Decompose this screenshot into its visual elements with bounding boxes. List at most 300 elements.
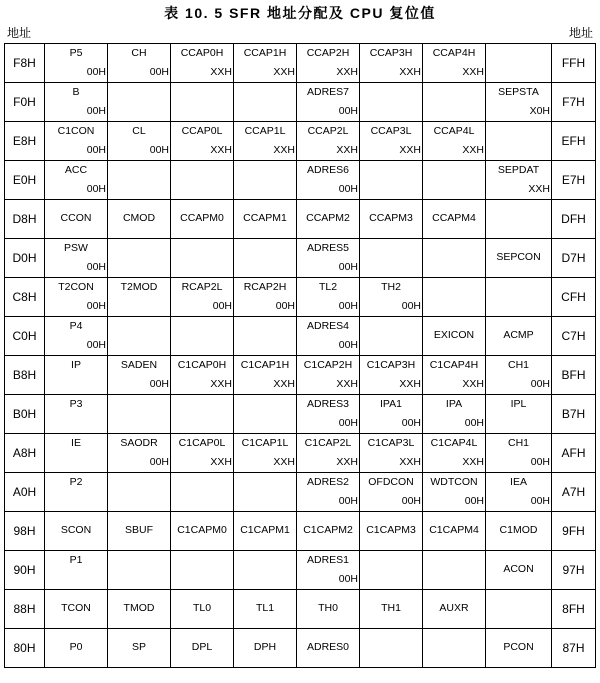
register-cell bbox=[360, 239, 423, 278]
reset-value: 00H bbox=[401, 299, 421, 312]
register-cell bbox=[423, 551, 486, 590]
register-cell bbox=[360, 356, 423, 395]
register-name: IPA1 bbox=[380, 398, 402, 410]
register-cell bbox=[45, 629, 108, 668]
reset-value: 00H bbox=[338, 572, 358, 585]
reset-value: 00H bbox=[401, 416, 421, 429]
address-cell-left: 90H bbox=[5, 551, 45, 590]
reset-value: XXH bbox=[273, 143, 295, 156]
address-cell-left: C0H bbox=[5, 317, 45, 356]
table-row bbox=[5, 473, 596, 512]
reset-value: 00H bbox=[338, 416, 358, 429]
register-cell bbox=[108, 44, 171, 83]
register-name: CH1 bbox=[507, 437, 529, 449]
register-name: C1CAP1H bbox=[240, 359, 290, 371]
address-cell-right: B7H bbox=[552, 395, 596, 434]
register-name: CCAPM4 bbox=[432, 212, 476, 225]
reset-value: XXH bbox=[273, 455, 295, 468]
reset-value: 00H bbox=[338, 338, 358, 351]
register-name: CCAPM0 bbox=[180, 212, 224, 225]
register-name: CCAP0H bbox=[180, 47, 224, 59]
register-cell bbox=[486, 122, 552, 161]
register-name: TL0 bbox=[192, 602, 212, 615]
register-cell bbox=[45, 83, 108, 122]
register-cell bbox=[171, 317, 234, 356]
register-name: CCAP4H bbox=[432, 47, 476, 59]
register-name: C1MOD bbox=[499, 524, 538, 537]
register-cell bbox=[360, 473, 423, 512]
register-name: CCON bbox=[60, 212, 92, 225]
register-name: TH2 bbox=[381, 281, 401, 293]
register-cell bbox=[234, 83, 297, 122]
address-cell-right: 9FH bbox=[552, 512, 596, 551]
register-name: TH0 bbox=[318, 602, 338, 615]
register-cell bbox=[486, 551, 552, 590]
register-cell bbox=[360, 395, 423, 434]
reset-value: 00H bbox=[86, 65, 106, 78]
register-cell bbox=[234, 200, 297, 239]
register-name: C1CAP1L bbox=[241, 437, 289, 449]
register-cell bbox=[45, 434, 108, 473]
register-cell bbox=[360, 434, 423, 473]
sfr-address-table bbox=[4, 43, 596, 668]
address-cell-right: CFH bbox=[552, 278, 596, 317]
register-cell bbox=[486, 83, 552, 122]
reset-value: 00H bbox=[86, 260, 106, 273]
register-name: P0 bbox=[69, 641, 83, 654]
address-cell-left: D0H bbox=[5, 239, 45, 278]
register-name: CCAP3L bbox=[370, 125, 412, 137]
register-cell bbox=[234, 473, 297, 512]
register-name: CCAPM2 bbox=[306, 212, 350, 225]
register-cell bbox=[423, 590, 486, 629]
register-cell bbox=[234, 122, 297, 161]
register-name: PSW bbox=[64, 242, 88, 254]
register-name: SEPSTA bbox=[498, 86, 539, 98]
register-cell bbox=[360, 512, 423, 551]
reset-value: 00H bbox=[149, 455, 169, 468]
register-cell bbox=[234, 434, 297, 473]
register-cell bbox=[297, 44, 360, 83]
register-cell bbox=[297, 356, 360, 395]
table-row bbox=[5, 356, 596, 395]
register-name: TMOD bbox=[123, 602, 155, 615]
table-row bbox=[5, 44, 596, 83]
register-cell bbox=[171, 44, 234, 83]
reset-value: XXH bbox=[399, 455, 421, 468]
register-name: ADRES5 bbox=[306, 242, 349, 254]
reset-value: 00H bbox=[275, 299, 295, 312]
register-cell bbox=[45, 473, 108, 512]
register-cell bbox=[360, 590, 423, 629]
reset-value: X0H bbox=[529, 104, 550, 117]
register-name: ACON bbox=[503, 563, 534, 576]
reset-value: XXH bbox=[210, 143, 232, 156]
register-name: C1CAPM1 bbox=[240, 524, 290, 537]
table-row bbox=[5, 629, 596, 668]
register-cell bbox=[423, 122, 486, 161]
register-name: TCON bbox=[61, 602, 91, 615]
reset-value: XXH bbox=[273, 377, 295, 390]
register-cell bbox=[486, 590, 552, 629]
register-cell bbox=[360, 44, 423, 83]
register-cell bbox=[297, 629, 360, 668]
register-cell bbox=[486, 44, 552, 83]
register-name: PCON bbox=[503, 641, 534, 654]
register-cell bbox=[423, 278, 486, 317]
register-cell bbox=[171, 629, 234, 668]
register-name: SADEN bbox=[120, 359, 158, 371]
reset-value: 00H bbox=[338, 494, 358, 507]
reset-value: XXH bbox=[399, 143, 421, 156]
register-name: CCAP3H bbox=[369, 47, 413, 59]
register-cell bbox=[423, 200, 486, 239]
table-row bbox=[5, 395, 596, 434]
table-row bbox=[5, 239, 596, 278]
register-name: CCAP2L bbox=[307, 125, 349, 137]
register-name: CH1 bbox=[507, 359, 529, 371]
register-cell bbox=[297, 200, 360, 239]
reset-value: XXH bbox=[528, 182, 550, 195]
register-name: WDTCON bbox=[430, 476, 478, 488]
sfr-table-body bbox=[5, 44, 596, 668]
register-name: SEPDAT bbox=[497, 164, 540, 176]
register-cell bbox=[234, 590, 297, 629]
register-cell bbox=[423, 161, 486, 200]
register-name: P5 bbox=[69, 47, 83, 59]
register-name: IPL bbox=[510, 398, 527, 410]
register-cell bbox=[108, 317, 171, 356]
address-cell-right: A7H bbox=[552, 473, 596, 512]
reset-value: 00H bbox=[86, 104, 106, 117]
register-cell bbox=[423, 434, 486, 473]
register-cell bbox=[234, 278, 297, 317]
register-cell bbox=[297, 239, 360, 278]
register-name: RCAP2L bbox=[181, 281, 223, 293]
register-cell bbox=[108, 551, 171, 590]
register-name: C1CAPM2 bbox=[303, 524, 353, 537]
address-cell-right: BFH bbox=[552, 356, 596, 395]
address-cell-right: C7H bbox=[552, 317, 596, 356]
register-name: T2CON bbox=[58, 281, 94, 293]
register-cell bbox=[360, 629, 423, 668]
register-name: CCAP0L bbox=[181, 125, 223, 137]
register-cell bbox=[423, 629, 486, 668]
table-row bbox=[5, 551, 596, 590]
register-cell bbox=[423, 239, 486, 278]
register-cell bbox=[171, 590, 234, 629]
register-cell bbox=[360, 317, 423, 356]
register-name: ADRES2 bbox=[306, 476, 349, 488]
register-cell bbox=[423, 473, 486, 512]
reset-value: XXH bbox=[210, 377, 232, 390]
address-cell-left: C8H bbox=[5, 278, 45, 317]
register-cell bbox=[297, 473, 360, 512]
register-cell bbox=[45, 122, 108, 161]
address-cell-left: F8H bbox=[5, 44, 45, 83]
address-cell-right: 8FH bbox=[552, 590, 596, 629]
register-cell bbox=[108, 122, 171, 161]
register-name: TL1 bbox=[255, 602, 275, 615]
register-name: ACC bbox=[64, 164, 88, 176]
register-cell bbox=[45, 200, 108, 239]
register-cell bbox=[297, 434, 360, 473]
register-name: P3 bbox=[69, 398, 83, 410]
register-name: SAODR bbox=[120, 437, 158, 449]
register-cell bbox=[108, 200, 171, 239]
reset-value: XXH bbox=[462, 65, 484, 78]
address-cell-left: A8H bbox=[5, 434, 45, 473]
reset-value: 00H bbox=[86, 143, 106, 156]
reset-value: XXH bbox=[210, 455, 232, 468]
register-cell bbox=[171, 122, 234, 161]
register-name: P2 bbox=[69, 476, 83, 488]
register-cell bbox=[108, 590, 171, 629]
table-row bbox=[5, 512, 596, 551]
register-cell bbox=[171, 434, 234, 473]
register-name: C1CON bbox=[57, 125, 95, 137]
register-cell bbox=[108, 356, 171, 395]
register-name: C1CAP4L bbox=[430, 437, 478, 449]
register-cell bbox=[234, 239, 297, 278]
register-cell bbox=[108, 278, 171, 317]
table-title: 表 10. 5 SFR 地址分配及 CPU 复位值 bbox=[164, 5, 436, 21]
register-cell bbox=[423, 356, 486, 395]
register-name: AUXR bbox=[439, 602, 469, 615]
register-cell bbox=[108, 239, 171, 278]
table-row bbox=[5, 161, 596, 200]
register-name: C1CAP3H bbox=[366, 359, 416, 371]
register-name: IP bbox=[71, 359, 81, 371]
reset-value: XXH bbox=[210, 65, 232, 78]
register-cell bbox=[486, 512, 552, 551]
register-cell bbox=[297, 317, 360, 356]
register-name: CCAP1L bbox=[244, 125, 286, 137]
address-cell-left: B8H bbox=[5, 356, 45, 395]
register-cell bbox=[297, 83, 360, 122]
register-name: C1CAP0H bbox=[177, 359, 227, 371]
address-cell-right: D7H bbox=[552, 239, 596, 278]
reset-value: 00H bbox=[530, 377, 550, 390]
register-cell bbox=[234, 629, 297, 668]
reset-value: 00H bbox=[401, 494, 421, 507]
reset-value: XXH bbox=[336, 143, 358, 156]
reset-value: XXH bbox=[399, 377, 421, 390]
register-cell bbox=[234, 317, 297, 356]
reset-value: 00H bbox=[338, 260, 358, 273]
register-cell bbox=[45, 512, 108, 551]
reset-value: 00H bbox=[149, 65, 169, 78]
reset-value: 00H bbox=[464, 416, 484, 429]
register-name: RCAP2H bbox=[243, 281, 287, 293]
reset-value: XXH bbox=[336, 65, 358, 78]
register-cell bbox=[423, 44, 486, 83]
register-name: ADRES1 bbox=[306, 554, 349, 566]
register-cell bbox=[45, 278, 108, 317]
address-cell-left: D8H bbox=[5, 200, 45, 239]
register-cell bbox=[297, 278, 360, 317]
address-cell-right: FFH bbox=[552, 44, 596, 83]
register-name: ADRES0 bbox=[306, 641, 349, 654]
register-name: ADRES7 bbox=[306, 86, 349, 98]
register-cell bbox=[45, 551, 108, 590]
register-cell bbox=[171, 83, 234, 122]
register-name: ADRES6 bbox=[306, 164, 349, 176]
register-cell bbox=[108, 395, 171, 434]
register-cell bbox=[108, 161, 171, 200]
register-cell bbox=[423, 395, 486, 434]
register-cell bbox=[360, 161, 423, 200]
register-cell bbox=[45, 590, 108, 629]
register-cell bbox=[45, 44, 108, 83]
register-cell bbox=[171, 395, 234, 434]
register-name: C1CAP4H bbox=[429, 359, 479, 371]
register-name: TH1 bbox=[381, 602, 401, 615]
register-cell bbox=[486, 434, 552, 473]
register-cell bbox=[45, 317, 108, 356]
address-label-left: 地址 bbox=[7, 26, 32, 40]
register-cell bbox=[108, 83, 171, 122]
register-cell bbox=[486, 278, 552, 317]
register-cell bbox=[486, 161, 552, 200]
register-name: IPA bbox=[445, 398, 463, 410]
reset-value: XXH bbox=[462, 377, 484, 390]
register-cell bbox=[234, 161, 297, 200]
register-cell bbox=[486, 395, 552, 434]
reset-value: 00H bbox=[212, 299, 232, 312]
register-name: C1CAPM3 bbox=[366, 524, 416, 537]
register-name: C1CAPM4 bbox=[429, 524, 479, 537]
register-name: C1CAPM0 bbox=[177, 524, 227, 537]
register-cell bbox=[234, 395, 297, 434]
register-name: CCAPM3 bbox=[369, 212, 413, 225]
register-name: CCAPM1 bbox=[243, 212, 287, 225]
register-cell bbox=[486, 629, 552, 668]
register-cell bbox=[486, 317, 552, 356]
register-cell bbox=[108, 473, 171, 512]
register-name: CMOD bbox=[122, 212, 156, 225]
reset-value: 00H bbox=[338, 182, 358, 195]
reset-value: XXH bbox=[462, 143, 484, 156]
register-name: IE bbox=[71, 437, 81, 449]
register-cell bbox=[423, 317, 486, 356]
reset-value: 00H bbox=[530, 455, 550, 468]
register-cell bbox=[423, 83, 486, 122]
register-cell bbox=[360, 278, 423, 317]
register-name: P4 bbox=[69, 320, 83, 332]
register-name: ADRES3 bbox=[306, 398, 349, 410]
register-name: SCON bbox=[60, 524, 92, 537]
register-name: CCAP1H bbox=[243, 47, 287, 59]
register-cell bbox=[234, 512, 297, 551]
register-name: T2MOD bbox=[120, 281, 158, 293]
register-cell bbox=[171, 278, 234, 317]
register-cell bbox=[234, 356, 297, 395]
register-name: DPL bbox=[191, 641, 213, 654]
register-cell bbox=[171, 239, 234, 278]
register-name: C1CAP2H bbox=[303, 359, 353, 371]
reset-value: 00H bbox=[86, 182, 106, 195]
register-cell bbox=[297, 551, 360, 590]
register-cell bbox=[486, 239, 552, 278]
register-cell bbox=[297, 512, 360, 551]
register-cell bbox=[108, 629, 171, 668]
register-name: P1 bbox=[69, 554, 83, 566]
reset-value: XXH bbox=[399, 65, 421, 78]
register-name: B bbox=[72, 86, 80, 98]
address-cell-right: AFH bbox=[552, 434, 596, 473]
reset-value: 00H bbox=[149, 143, 169, 156]
register-name: CH bbox=[131, 47, 147, 59]
register-cell bbox=[360, 200, 423, 239]
table-row bbox=[5, 83, 596, 122]
register-cell bbox=[297, 590, 360, 629]
register-name: CL bbox=[132, 125, 146, 137]
register-name: OFDCON bbox=[368, 476, 414, 488]
reset-value: XXH bbox=[273, 65, 295, 78]
address-cell-right: E7H bbox=[552, 161, 596, 200]
register-cell bbox=[45, 239, 108, 278]
register-name: SEPCON bbox=[496, 251, 541, 264]
table-row bbox=[5, 590, 596, 629]
register-cell bbox=[486, 356, 552, 395]
register-cell bbox=[171, 200, 234, 239]
reset-value: 00H bbox=[86, 299, 106, 312]
register-name: CCAP4L bbox=[433, 125, 475, 137]
register-cell bbox=[108, 512, 171, 551]
address-cell-left: B0H bbox=[5, 395, 45, 434]
register-name: C1CAP0L bbox=[178, 437, 226, 449]
reset-value: XXH bbox=[462, 455, 484, 468]
register-cell bbox=[234, 44, 297, 83]
register-cell bbox=[360, 122, 423, 161]
address-header-row bbox=[0, 25, 600, 42]
reset-value: 00H bbox=[338, 299, 358, 312]
register-cell bbox=[360, 83, 423, 122]
reset-value: 00H bbox=[464, 494, 484, 507]
address-cell-right: 97H bbox=[552, 551, 596, 590]
register-cell bbox=[108, 434, 171, 473]
address-cell-left: E8H bbox=[5, 122, 45, 161]
reset-value: 00H bbox=[530, 494, 550, 507]
register-name: ADRES4 bbox=[306, 320, 349, 332]
register-cell bbox=[45, 356, 108, 395]
register-cell bbox=[171, 356, 234, 395]
register-cell bbox=[486, 473, 552, 512]
register-cell bbox=[486, 200, 552, 239]
reset-value: XXH bbox=[336, 455, 358, 468]
register-name: C1CAP3L bbox=[367, 437, 415, 449]
register-cell bbox=[297, 122, 360, 161]
register-name: SP bbox=[131, 641, 146, 654]
table-row bbox=[5, 317, 596, 356]
register-cell bbox=[171, 551, 234, 590]
register-cell bbox=[234, 551, 297, 590]
register-name: DPH bbox=[253, 641, 277, 654]
register-cell bbox=[297, 161, 360, 200]
reset-value: 00H bbox=[149, 377, 169, 390]
register-name: TL2 bbox=[318, 281, 338, 293]
reset-value: 00H bbox=[338, 104, 358, 117]
register-name: ACMP bbox=[503, 329, 534, 342]
register-cell bbox=[171, 473, 234, 512]
address-cell-right: DFH bbox=[552, 200, 596, 239]
address-cell-left: F0H bbox=[5, 83, 45, 122]
reset-value: XXH bbox=[336, 377, 358, 390]
table-row bbox=[5, 200, 596, 239]
register-cell bbox=[45, 161, 108, 200]
address-cell-left: A0H bbox=[5, 473, 45, 512]
